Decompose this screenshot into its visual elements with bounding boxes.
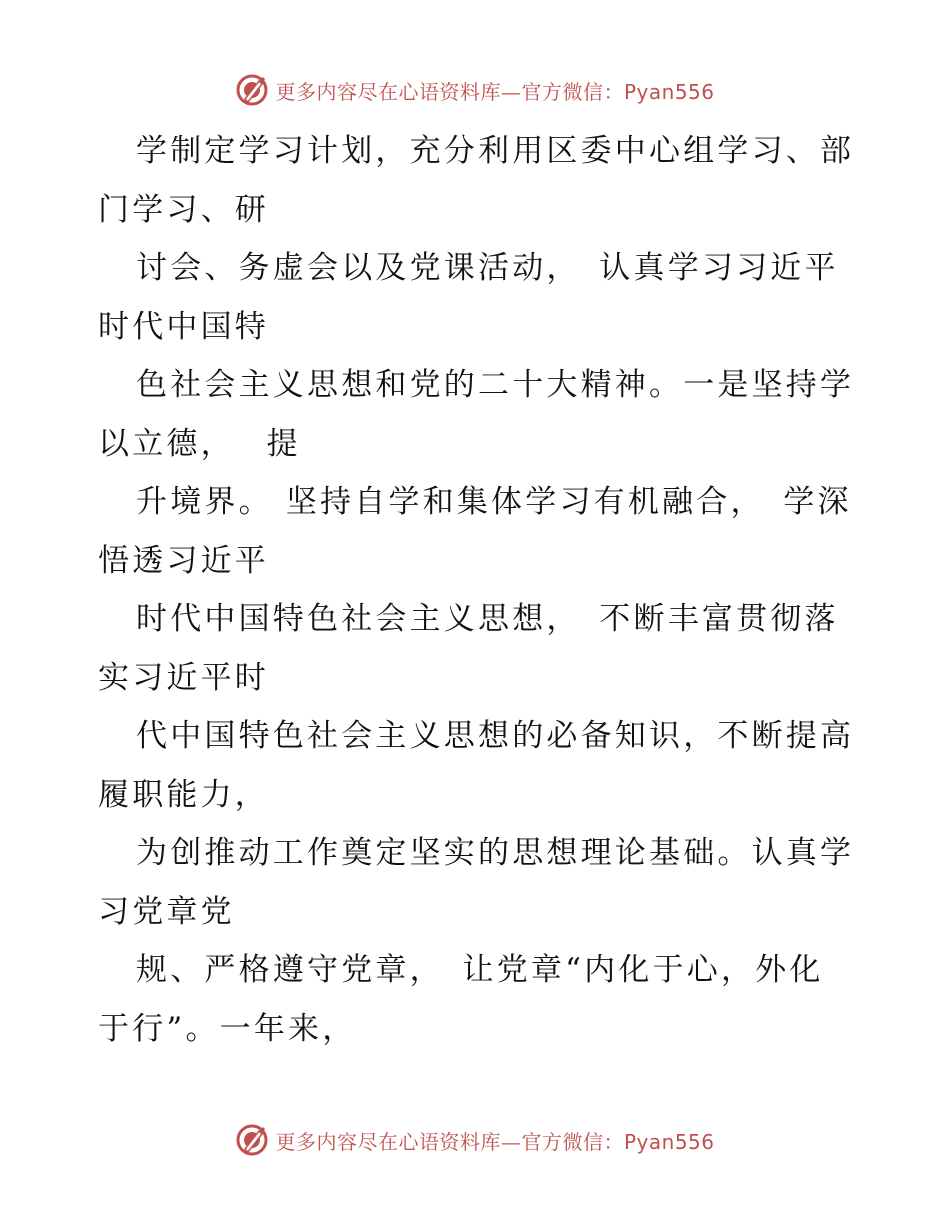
document-body bbox=[98, 122, 858, 1058]
text-line: 实习近平时 bbox=[98, 659, 269, 696]
text-line: 规、严格遵守党章， 让党章“内化于心，外化 bbox=[136, 952, 824, 988]
text-line: 代中国特色社会主义思想的必备知识，不断提高 bbox=[136, 718, 855, 754]
text-line: 悟透习近平 bbox=[98, 542, 269, 579]
text-line: 学制定学习计划，充分利用区委中心组学习、部 bbox=[136, 133, 855, 169]
watermark-text: 更多内容尽在心语资料库—官方微信： bbox=[275, 1129, 624, 1154]
watermark-id: Pyan556 bbox=[623, 1129, 715, 1154]
logo-icon bbox=[235, 73, 269, 107]
text-line: 履职能力， bbox=[98, 776, 269, 813]
footer-watermark bbox=[0, 1120, 950, 1160]
text-line: 色社会主义思想和党的二十大精神。一是坚持学 bbox=[136, 367, 855, 403]
text-line: 升境界。 坚持自学和集体学习有机融合， 学深 bbox=[136, 484, 852, 520]
text-line: 时代中国特色社会主义思想， 不断丰富贯彻落 bbox=[136, 601, 839, 637]
text-line: 时代中国特 bbox=[98, 308, 269, 345]
text-line: 讨会、务虚会以及党课活动， 认真学习习近平 bbox=[136, 250, 839, 286]
text-line: 以立德， 提 bbox=[98, 425, 301, 462]
text-line: 于行”。一年来， bbox=[98, 1010, 357, 1047]
text-line: 习党章党 bbox=[98, 893, 235, 930]
text-line: 门学习、研 bbox=[98, 191, 269, 228]
logo-icon bbox=[235, 1123, 269, 1157]
watermark-id: Pyan556 bbox=[623, 79, 715, 104]
header-watermark bbox=[0, 70, 950, 110]
watermark-text: 更多内容尽在心语资料库—官方微信： bbox=[275, 79, 624, 104]
text-line: 为创推动工作奠定坚实的思想理论基础。认真学 bbox=[136, 835, 855, 871]
